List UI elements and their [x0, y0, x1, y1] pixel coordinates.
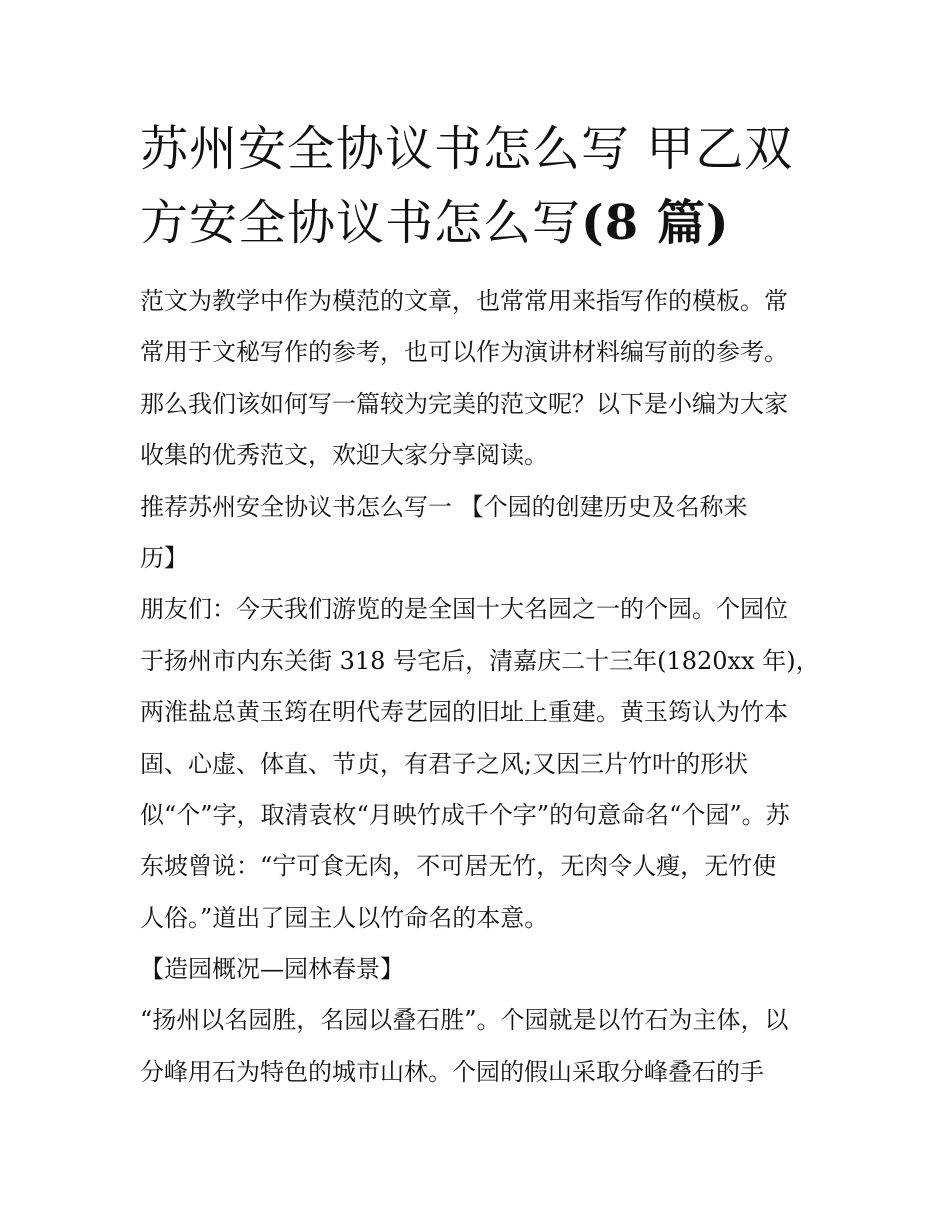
- document-body: [140, 276, 820, 1098]
- section-heading-line: 【造园概况—园林春景】: [140, 955, 404, 984]
- body-line: 收集的优秀范文，欢迎大家分享阅读。: [140, 441, 548, 470]
- body-line: 固、心虚、体直、节贞，有君子之风;又因三片竹叶的形状: [140, 749, 749, 778]
- body-line: 两淮盐总黄玉筠在明代寿艺园的旧址上重建。黄玉筠认为竹本: [140, 698, 788, 727]
- body-line: 于扬州市内东关街 318 号宅后，清嘉庆二十三年(1820xx 年)，: [140, 646, 820, 675]
- body-line: 分峰用石为特色的城市山林。个园的假山采取分峰叠石的手: [140, 1057, 764, 1086]
- body-line: 那么我们该如何写一篇较为完美的范文呢？以下是小编为大家: [140, 389, 788, 418]
- body-line: 人俗。”道出了园主人以竹命名的本意。: [140, 903, 549, 932]
- body-line: 朋友们：今天我们游览的是全国十大名园之一的个园。个园位: [140, 595, 788, 624]
- title-line-1: 苏州安全协议书怎么写 甲乙双: [140, 121, 794, 177]
- body-line: 常用于文秘写作的参考，也可以作为演讲材料编写前的参考。: [140, 338, 788, 367]
- document-title: [140, 112, 820, 260]
- title-count: (8 篇): [581, 195, 730, 251]
- section-heading-line: 历】: [140, 543, 188, 572]
- body-line: 东坡曾说：“宁可食无肉，不可居无竹，无肉令人瘦，无竹使: [140, 852, 777, 881]
- title-line-2-text: 方安全协议书怎么写: [140, 195, 582, 251]
- title-line-2: [140, 186, 820, 260]
- section-heading-line: 推荐苏州安全协议书怎么写一 【个园的创建历史及名称来: [140, 492, 748, 521]
- body-line: 似“个”字，取清袁枚“月映竹成千个字”的句意命名“个园”。苏: [140, 800, 790, 829]
- body-line: “扬州以名园胜，名园以叠石胜”。个园就是以竹石为主体，以: [140, 1006, 789, 1035]
- body-line: 范文为教学中作为模范的文章，也常常用来指写作的模板。常: [140, 287, 788, 315]
